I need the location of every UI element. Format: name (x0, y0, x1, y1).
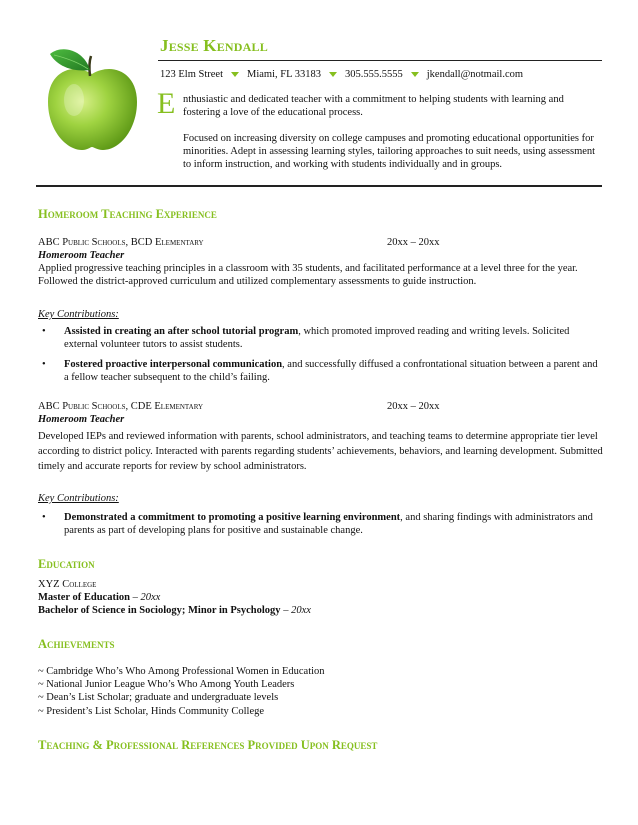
section-heading-experience: Homeroom Teaching Experience (38, 207, 217, 221)
education-degree: Master of Education – 20xx (38, 592, 161, 603)
summary-paragraph-1: nthusiastic and dedicated teacher with a commitment to helping students with learning and fostering a love of the educational process. (183, 94, 564, 118)
contribution-bullet: • Assisted in creating an after school tutorial program, which promoted improved reading and writing levels. Solicited external volunteer tutors to assist students. (42, 326, 570, 350)
education-school: XYZ College (38, 579, 97, 590)
apple-icon (42, 44, 142, 154)
contact-email: jkendall@notmail.com (426, 69, 524, 80)
contributions-label: Key Contributions: (38, 493, 119, 504)
achievement-item: ~ Cambridge Who’s Who Among Professional Women in Education (38, 666, 325, 677)
contact-line (160, 68, 523, 81)
contact-city: Miami, FL 33183 (247, 69, 321, 80)
education-degree: Bachelor of Science in Sociology; Minor in Psychology – 20xx (38, 605, 311, 616)
bullet-dot: • (42, 326, 46, 337)
contribution-bullet: • Demonstrated a commitment to promoting a positive learning environment, and sharing findings with administrators and parents as part of developing plans for positive and sustainable change. (42, 512, 593, 536)
job-description: Developed IEPs and reviewed information with parents, school administrators, and teaching teams to determine appropriate tier level according to district policy. Interacted with parents regarding students’ achievements, behaviors, and learning development. Submitted timely and accurate reports for review by school administrators. (38, 431, 603, 472)
job-dates: 20xx – 20xx (387, 237, 440, 248)
header-rule-top (158, 60, 602, 61)
contact-phone: 305.555.5555 (345, 69, 403, 80)
references-statement: Teaching & Professional References Provided Upon Request (38, 738, 378, 752)
contribution-bullet: • Fostered proactive interpersonal communication, and successfully diffused a confrontational situation between a parent and a fellow teacher subsequent to the child’s failing. (42, 359, 598, 383)
triangle-down-icon (411, 72, 419, 77)
section-heading-achievements: Achievements (38, 637, 115, 651)
summary-paragraph-2: Focused on increasing diversity on college campuses and promoting educational opportunities for minorities. Adept in assessing learning styles, tailoring approaches to suit needs, using assessment to inform instruction, and working with students individually and in groups. (183, 133, 596, 170)
resume-name: Jesse Kendall (160, 36, 268, 55)
contributions-label: Key Contributions: (38, 309, 119, 320)
job-employer: ABC Public Schools, CDE Elementary (38, 401, 204, 412)
triangle-down-icon (329, 72, 337, 77)
bullet-dot: • (42, 512, 46, 523)
job-employer: ABC Public Schools, BCD Elementary (38, 237, 204, 248)
job-title: Homeroom Teacher (38, 414, 125, 425)
achievement-item: ~ National Junior League Who’s Who Among Youth Leaders (38, 679, 295, 690)
header-rule-bottom (36, 185, 602, 187)
contact-address: 123 Elm Street (160, 69, 223, 80)
section-heading-education: Education (38, 557, 95, 571)
achievement-item: ~ President’s List Scholar, Hinds Community College (38, 706, 265, 717)
job-dates: 20xx – 20xx (387, 401, 440, 412)
job-title: Homeroom Teacher (38, 250, 125, 261)
triangle-down-icon (231, 72, 239, 77)
drop-cap: E (157, 87, 176, 120)
achievement-item: ~ Dean’s List Scholar; graduate and undergraduate levels (38, 692, 279, 703)
bullet-dot: • (42, 359, 46, 370)
job-description: Applied progressive teaching principles in a classroom with 35 students, and facilitated performance at a level three for the year. Followed the district-approved curriculum and utilized complementary assessments to guide instruction. (38, 263, 578, 287)
